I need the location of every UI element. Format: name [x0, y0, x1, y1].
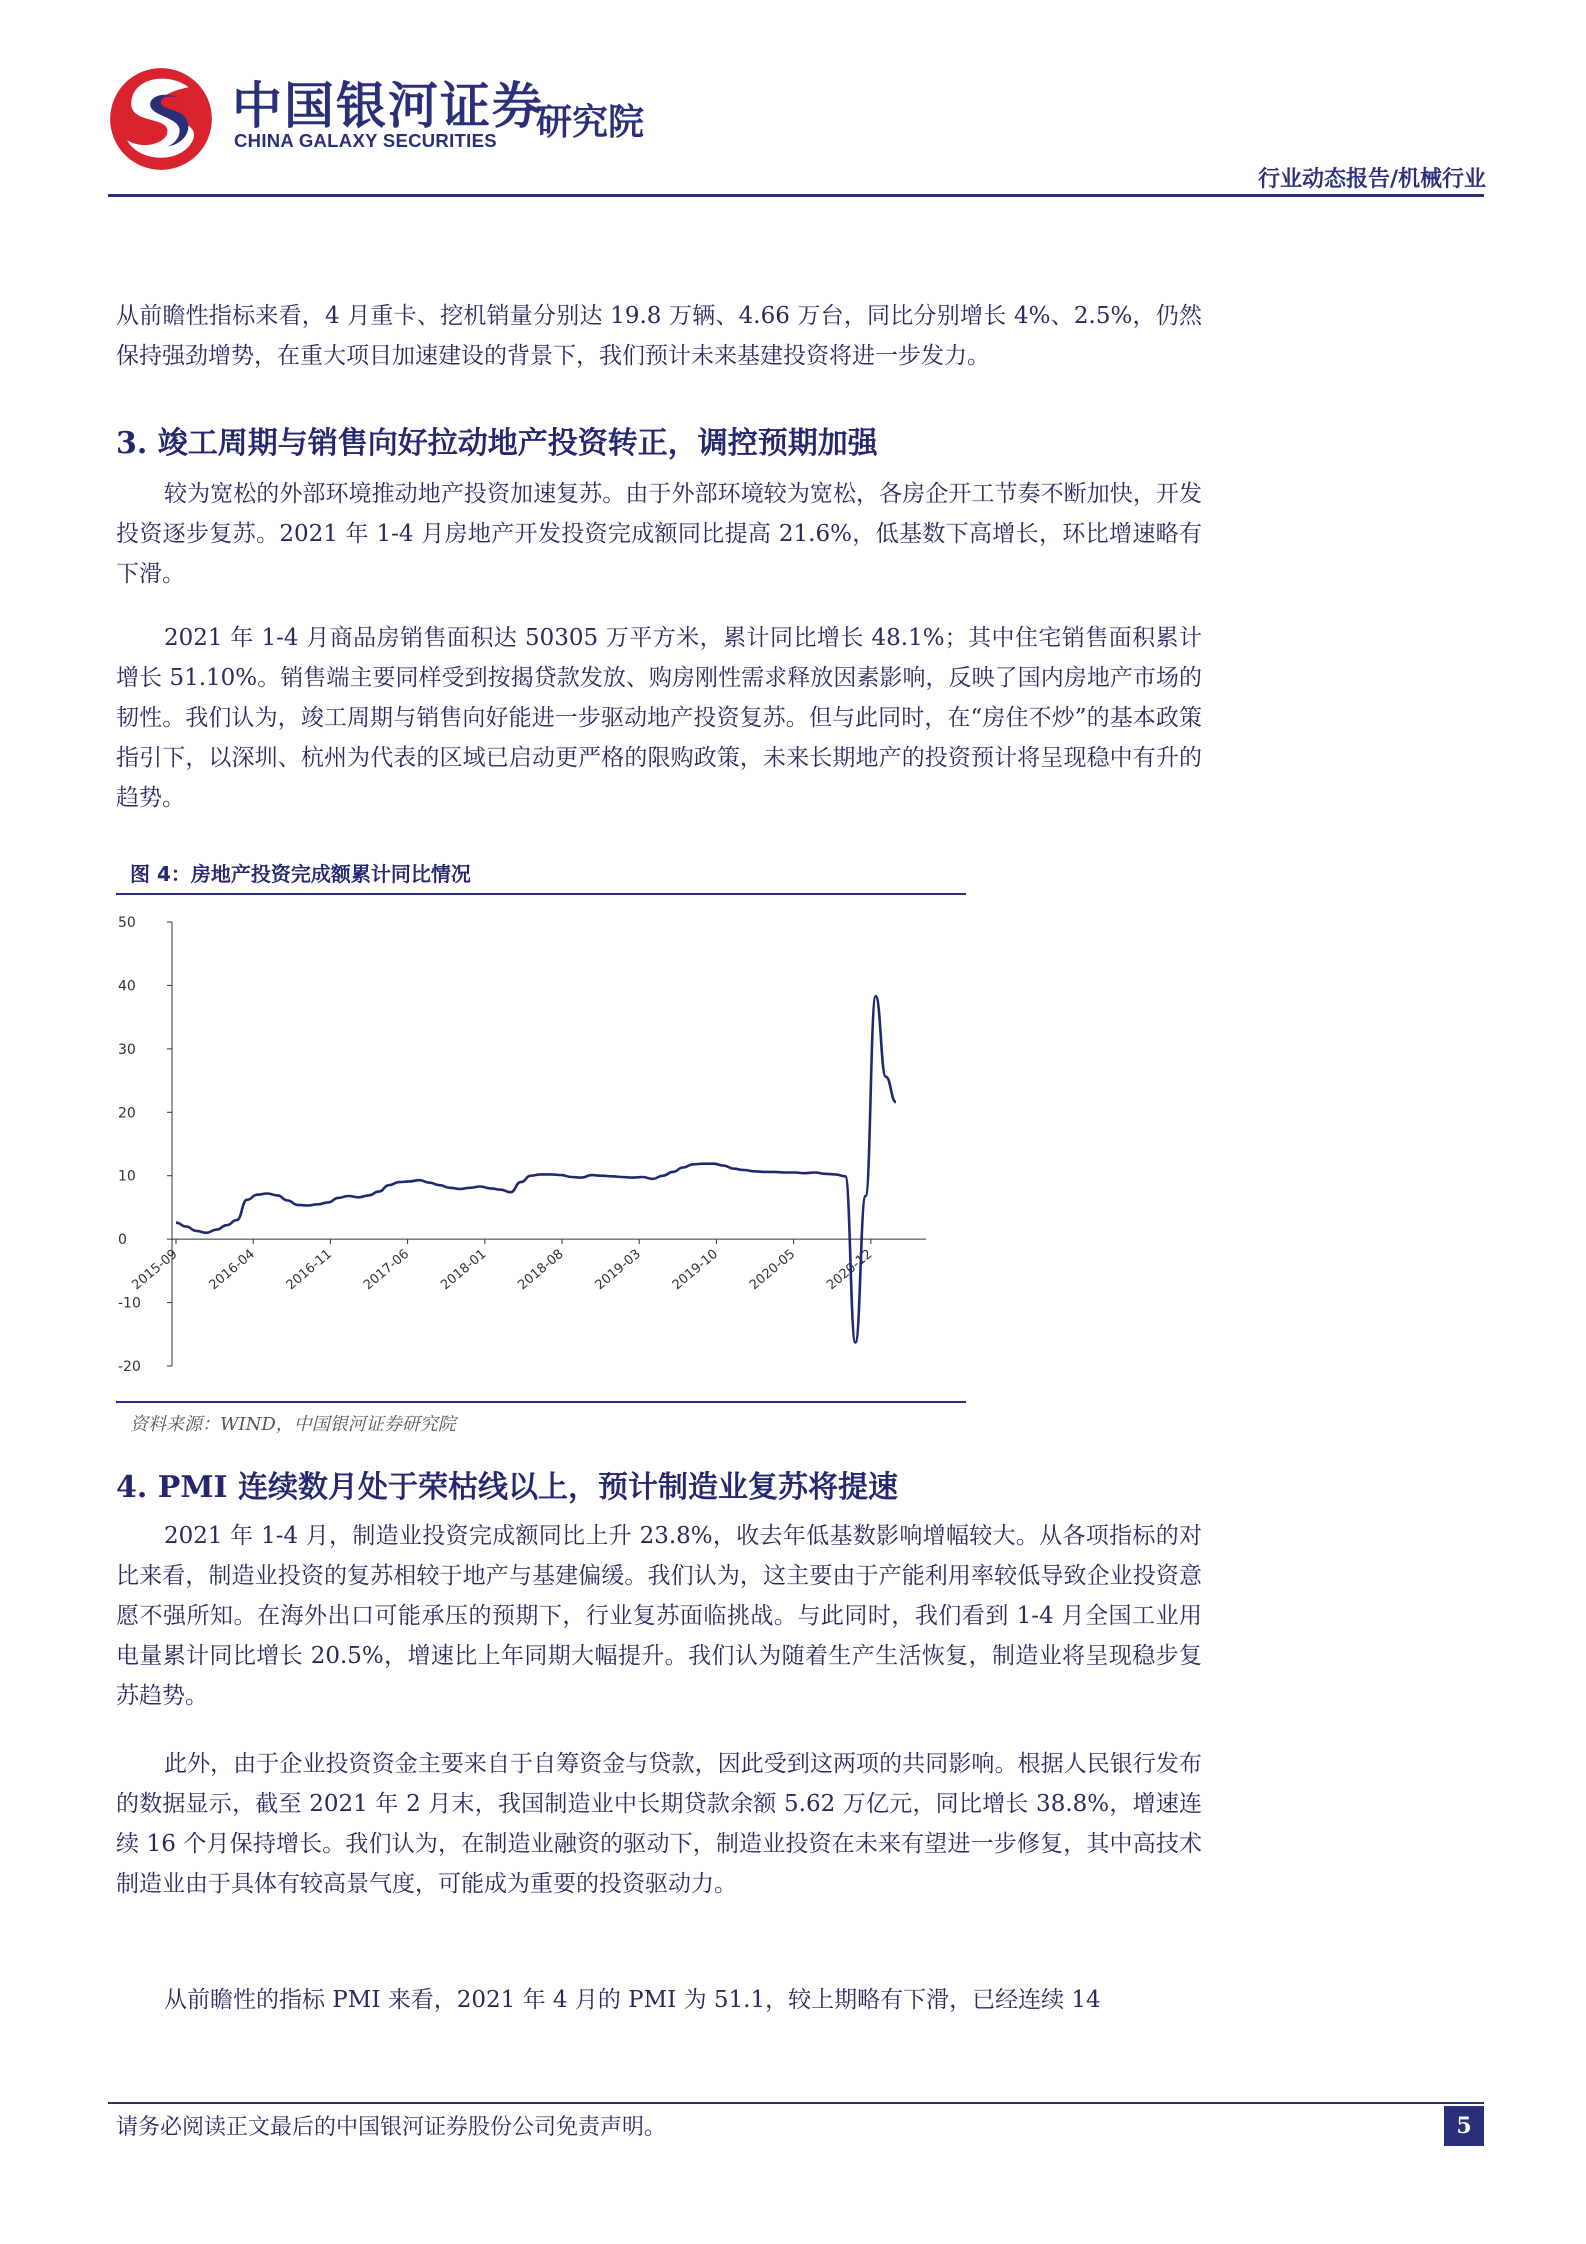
report-type: 行业动态报告/机械行业	[1257, 167, 1486, 192]
x-tick-label: 2016-11	[283, 1246, 335, 1294]
galaxy-logo-icon	[108, 66, 214, 172]
real-estate-investment-chart	[116, 898, 966, 1398]
section-3-paragraph-1: 较为宽松的外部环境推动地产投资加速复苏。由于外部环境较为宽松，各房企开工节奏不断加快，开发投资逐步复苏。2021 年 1-4 月房地产开发投资完成额同比提高 21.6%，低基数下高增长，环比增速略有下滑。	[116, 481, 1202, 587]
x-tick-label: 2018-08	[515, 1246, 567, 1294]
chart-x-ticks	[129, 1239, 875, 1293]
y-tick-label: 40	[118, 978, 136, 995]
section-4-paragraph-3: 从前瞻性的指标 PMI 来看，2021 年 4 月的 PMI 为 51.1，较上期略有下滑，已经连续 14	[164, 1987, 1101, 2013]
figure-bottom-rule	[116, 1401, 966, 1403]
page-header	[0, 0, 1586, 200]
x-tick-label: 2015-09	[129, 1246, 181, 1294]
figure-top-rule	[116, 893, 966, 895]
section-4-paragraph-2: 此外，由于企业投资资金主要来自于自筹资金与贷款，因此受到这两项的共同影响。根据人民银行发布的数据显示，截至 2021 年 2 月末，我国制造业中长期贷款余额 5.62 万亿元，同比增长 38.8%，增速连续 16 个月保持增长。我们认为，在制造业融资的驱动下，制造业投资在未来有望进一步修复，其中高技术制造业由于具体有较高景气度，可能成为重要的投资驱动力。	[116, 1751, 1202, 1897]
series-line	[176, 996, 896, 1342]
chart-axes	[172, 922, 926, 1366]
x-tick-label: 2020-12	[824, 1246, 876, 1294]
brand-institute: 研究院	[536, 102, 645, 143]
intro-paragraph: 从前瞻性指标来看，4 月重卡、挖机销量分别达 19.8 万辆、4.66 万台，同比分别增长 4%、2.5%，仍然保持强劲增势，在重大项目加速建设的背景下，我们预计未来基建投资将进一步发力。	[116, 303, 1202, 369]
figure-title: 图 4：房地产投资完成额累计同比情况	[130, 862, 471, 886]
y-tick-label: -20	[118, 1359, 141, 1375]
section-4-title: 4. PMI 连续数月处于荣枯线以上，预计制造业复苏将提速	[116, 1470, 899, 1505]
section-4-paragraph-1: 2021 年 1-4 月，制造业投资完成额同比上升 23.8%，收去年低基数影响增幅较大。从各项指标的对比来看，制造业投资的复苏相较于地产与基建偏缓。我们认为，这主要由于产能利用率较低导致企业投资意愿不强所知。在海外出口可能承压的预期下，行业复苏面临挑战。与此同时，我们看到 1-4 月全国工业用电量累计同比增长 20.5%，增速比上年同期大幅提升。我们认为随着生产生活恢复，制造业将呈现稳步复苏趋势。	[116, 1523, 1202, 1709]
footer-disclaimer: 请务必阅读正文最后的中国银河证券股份公司免责声明。	[116, 2115, 667, 2140]
brand-name-en: CHINA GALAXY SECURITIES	[234, 130, 497, 151]
section-3-title: 3. 竣工周期与销售向好拉动地产投资转正，调控预期加强	[116, 426, 878, 461]
header-divider	[108, 194, 1484, 197]
x-tick-label: 2020-05	[746, 1246, 799, 1294]
section-3-paragraph-2: 2021 年 1-4 月商品房销售面积达 50305 万平方米，累计同比增长 48.1%；其中住宅销售面积累计增长 51.10%。销售端主要同样受到按揭贷款发放、购房刚性需求释放因素影响，反映了国内房地产市场的韧性。我们认为，竣工周期与销售向好能进一步驱动地产投资复苏。但与此同时，在“房住不炒”的基本政策指引下，以深圳、杭州为代表的区域已启动更严格的限购政策，未来长期地产的投资预计将呈现稳中有升的趋势。	[116, 625, 1202, 811]
y-tick-label: 30	[118, 1041, 136, 1058]
y-tick-label: 50	[118, 915, 136, 931]
y-tick-label: 20	[118, 1105, 136, 1122]
x-tick-label: 2018-01	[438, 1246, 490, 1294]
x-tick-label: 2019-10	[669, 1246, 722, 1294]
footer-divider	[108, 2102, 1484, 2104]
page-number: 5	[1444, 2106, 1484, 2146]
y-tick-label: -10	[118, 1295, 141, 1312]
y-tick-label: 0	[118, 1232, 127, 1249]
x-tick-label: 2017-06	[360, 1246, 413, 1294]
chart-y-ticks	[118, 915, 172, 1375]
x-tick-label: 2016-04	[206, 1246, 258, 1294]
figure-source: 资料来源：WIND，中国银河证券研究院	[130, 1414, 456, 1435]
x-tick-label: 2019-03	[592, 1246, 644, 1294]
y-tick-label: 10	[118, 1168, 136, 1185]
brand-name-cn: 中国银河证券	[232, 77, 544, 135]
